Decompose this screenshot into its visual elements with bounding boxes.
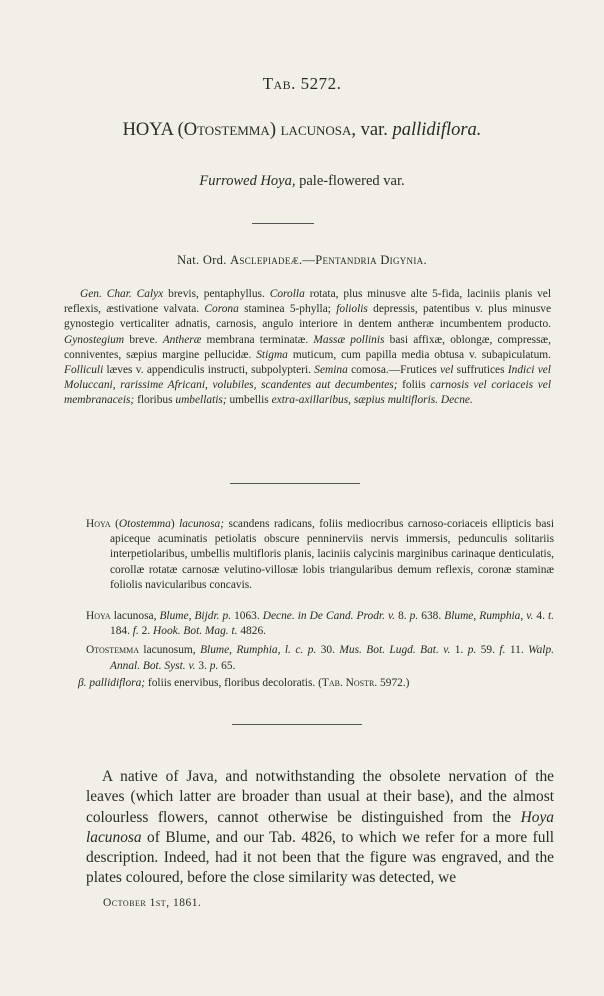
page-title: HOYA (Otostemma) lacunosa, var. pallidiflora.: [122, 120, 482, 140]
publication-date: October 1st, 1861.: [103, 897, 202, 909]
body-paragraph: A native of Java, and notwithstanding the obsolete nervation of the leaves (which latter are broader than usual at their base), and the almost colourless flowers, cannot otherwise be distinguished from the Hoya lacunosa of Blume, and our Tab. 4826, to which we refer for a more full description. Indeed, had it not been that the figure was engraved, and the plates coloured, before the close similarity was detected, we: [86, 768, 554, 887]
synonymy: [86, 609, 554, 674]
natural-order: Nat. Ord. Asclepiadeæ.—Pentandria Digynia.: [177, 253, 427, 267]
divider: [232, 724, 362, 725]
divider: [252, 223, 314, 224]
variety-beta: β. pallidiflora; foliis enervibus, floribus decoloratis. (Tab. Nostr. 5972.): [78, 677, 410, 689]
species-description: [86, 517, 554, 593]
synonym-hoya: Hoya lacunosa, Blume, Bijdr. p. 1063. Decne. in De Cand. Prodr. v. 8. p. 638. Blume, Rumphia, v. 4. t. 184. f. 2. Hook. Bot. Mag. t. 4826.: [86, 610, 554, 638]
synonym-otostemma: Otostemma lacunosum, Blume, Rumphia, l. c. p. 30. Mus. Bot. Lugd. Bat. v. 1. p. 59. f. 11. Walp. Annal. Bot. Syst. v. 3. p. 65.: [86, 644, 555, 672]
plate-number: Tab. 5272.: [262, 74, 342, 93]
generic-character: Gen. Char. Calyx brevis, pentaphyllus. Corolla rotata, plus minusve alte 5-fida, laciniis planis vel reflexis, æstivatione valvata. Corona staminea 5-phylla; foliolis depressis, patentibus v. plus minusve gynostegio verticaliter adnatis, carnosis, angulo interiore in dentem antheræ incumbentem producto. Gynostegium breve. Antheræ membrana terminatæ. Massæ pollinis basi affixæ, oblongæ, compressæ, conniventes, sæpius margine pellucidæ. Stigma muticum, cum papilla media obtusa v. subapiculatum. Folliculi læves v. appendiculis instructi, subpolypteri. Semina comosa.—Frutices vel suffrutices Indici vel Moluccani, rarissime Africani, volubiles, scandentes aut decumbentes; foliis carnosis vel coriaceis vel membranaceis; floribus umbellatis; umbellis extra-axillaribus, sæpius multifloris. Decne.: [64, 288, 552, 407]
species-diagnosis: Hoya (Otostemma) lacunosa; scandens radicans, foliis mediocribus carnoso-coriaceis ellipticis basi apiceque acuminatis petiolatis obscure penninerviis nervis immersis, pedunculis solitariis interpetiolaribus, umbellis multifloris planis, laciniis calycinis marginibus carinaque denticulatis, corollæ rotatæ carnosæ velutino-villosæ lobis triangularibus demum reflexis, coronæ staminæ foliolis navicularibus concavis.: [86, 518, 554, 591]
common-name: Furrowed Hoya, pale-flowered var.: [199, 173, 405, 189]
divider: [230, 483, 360, 484]
